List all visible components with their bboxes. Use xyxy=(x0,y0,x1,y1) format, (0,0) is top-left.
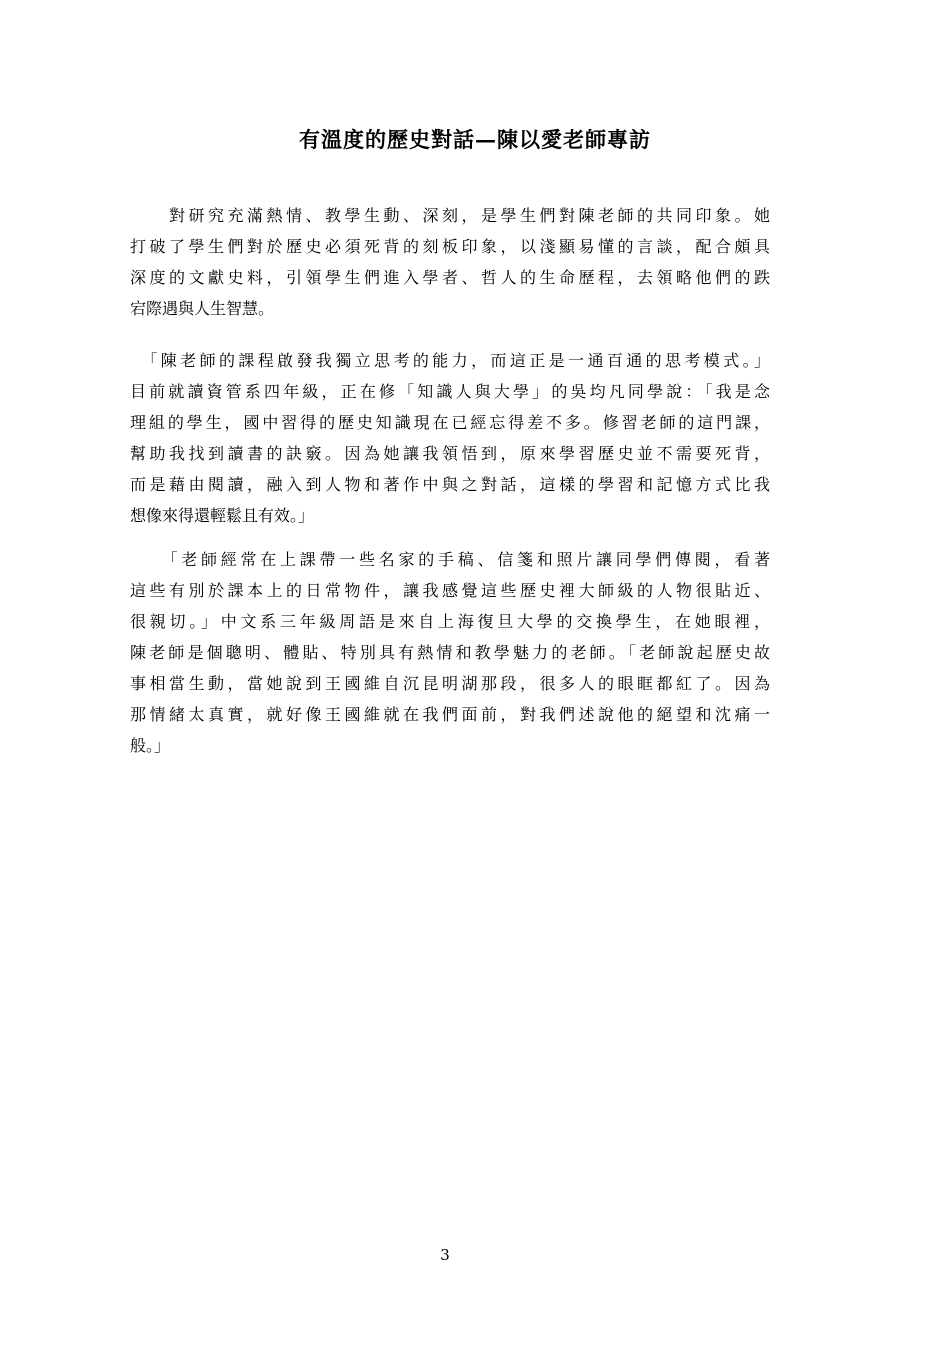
text-line: 那情緒太真實，就好像王國維就在我們面前，對我們述說他的絕望和沈痛一 xyxy=(130,705,770,724)
text-line: 而是藉由閱讀，融入到人物和著作中與之對話，這樣的學習和記憶方式比我 xyxy=(130,475,770,494)
text-line: 打破了學生們對於歷史必須死背的刻板印象，以淺顯易懂的言談，配合頗具 xyxy=(130,237,770,256)
text-line: 事相當生動，當她說到王國維自沉昆明湖那段，很多人的眼眶都紅了。因為 xyxy=(130,674,770,693)
text-line: 「陳老師的課程啟發我獨立思考的能力，而這正是一通百通的思考模式。」 xyxy=(130,351,770,370)
paragraph-student-quote-2 xyxy=(130,544,770,761)
text-line: 想像來得還輕鬆且有效。」 xyxy=(130,506,315,525)
text-line: 宕際遇與人生智慧。 xyxy=(130,299,275,318)
text-line: 深度的文獻史料，引領學生們進入學者、哲人的生命歷程，去領略他們的跌 xyxy=(130,268,770,287)
text-line: 幫助我找到讀書的訣竅。因為她讓我領悟到，原來學習歷史並不需要死背， xyxy=(130,444,770,463)
paragraph-intro xyxy=(130,200,770,324)
text-line: 理組的學生，國中習得的歷史知識現在已經忘得差不多。修習老師的這門課， xyxy=(130,413,770,432)
text-line: 「老師經常在上課帶一些名家的手稿、信箋和照片讓同學們傳閱，看著 xyxy=(130,550,770,569)
paragraph-student-quote-1 xyxy=(130,345,770,531)
text-line: 般。」 xyxy=(130,736,171,755)
text-line: 這些有別於課本上的日常物件，讓我感覺這些歷史裡大師級的人物很貼近、 xyxy=(130,581,770,600)
text-line: 對研究充滿熱情、教學生動、深刻，是學生們對陳老師的共同印象。她 xyxy=(130,206,770,225)
text-line: 目前就讀資管系四年級，正在修「知識人與大學」的吳均凡同學說：「我是念 xyxy=(130,382,770,401)
page-number: 3 xyxy=(440,1246,450,1264)
text-line: 陳老師是個聰明、體貼、特別具有熱情和教學魅力的老師。「老師說起歷史故 xyxy=(130,643,770,662)
text-line: 很親切。」中文系三年級周語是來自上海復旦大學的交換學生，在她眼裡， xyxy=(130,612,770,631)
article-title: 有溫度的歷史對話—陳以愛老師專訪 xyxy=(299,127,651,152)
